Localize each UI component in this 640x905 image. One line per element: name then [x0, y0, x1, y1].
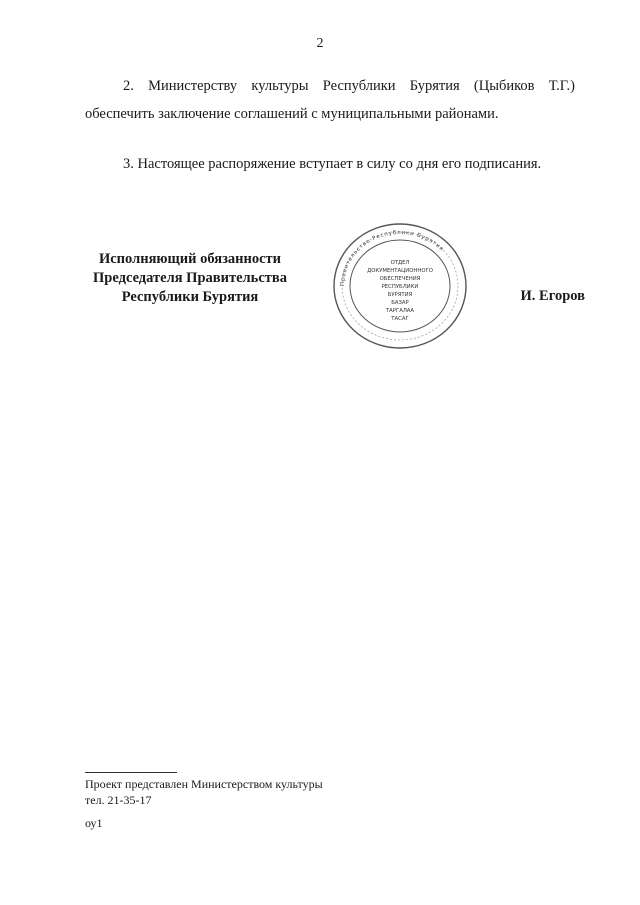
seal-ring-text: Правительство Республики Бурятия	[339, 229, 445, 287]
footnote-line-3: оу1	[85, 816, 103, 830]
seal-line: ОБЕСПЕЧЕНИЯ	[379, 276, 421, 282]
signer-title-line-1: Исполняющий обязанности	[98, 251, 282, 267]
footnote-line-1: Проект представлен Министерством культуры	[85, 777, 323, 791]
seal-center-text	[367, 260, 433, 322]
footnote-line-2: тел. 21-35-17	[85, 793, 152, 807]
signer-title-line-3: Республики Бурятия	[121, 289, 259, 305]
seal-line: БАЗАР	[391, 300, 409, 306]
seal-line: РЕСПУБЛИКИ	[381, 284, 419, 290]
page-number: 2	[316, 36, 324, 51]
seal-line: БУРЯТИЯ	[387, 292, 413, 298]
seal-line: ДОКУМЕНТАЦИОННОГО	[367, 268, 433, 274]
paragraph-2: 2. Министерству культуры Республики Бурятия (Цыбиков Т.Г.) обеспечить заключение соглашений с муниципальными районами.	[85, 78, 575, 122]
footnote-divider	[85, 772, 177, 773]
official-seal	[330, 220, 470, 352]
signer-name: И. Егоров	[520, 288, 585, 304]
signer-title	[80, 250, 300, 307]
signer-title-line-2: Председателя Правительства	[93, 270, 287, 286]
seal-line: ОТДЕЛ	[390, 260, 410, 266]
seal-line: ТАРГАЛАА	[385, 308, 415, 314]
paragraph-3: 3. Настоящее распоряжение вступает в силу со дня его подписания.	[123, 156, 542, 172]
seal-line: ТАСАГ	[391, 316, 409, 322]
